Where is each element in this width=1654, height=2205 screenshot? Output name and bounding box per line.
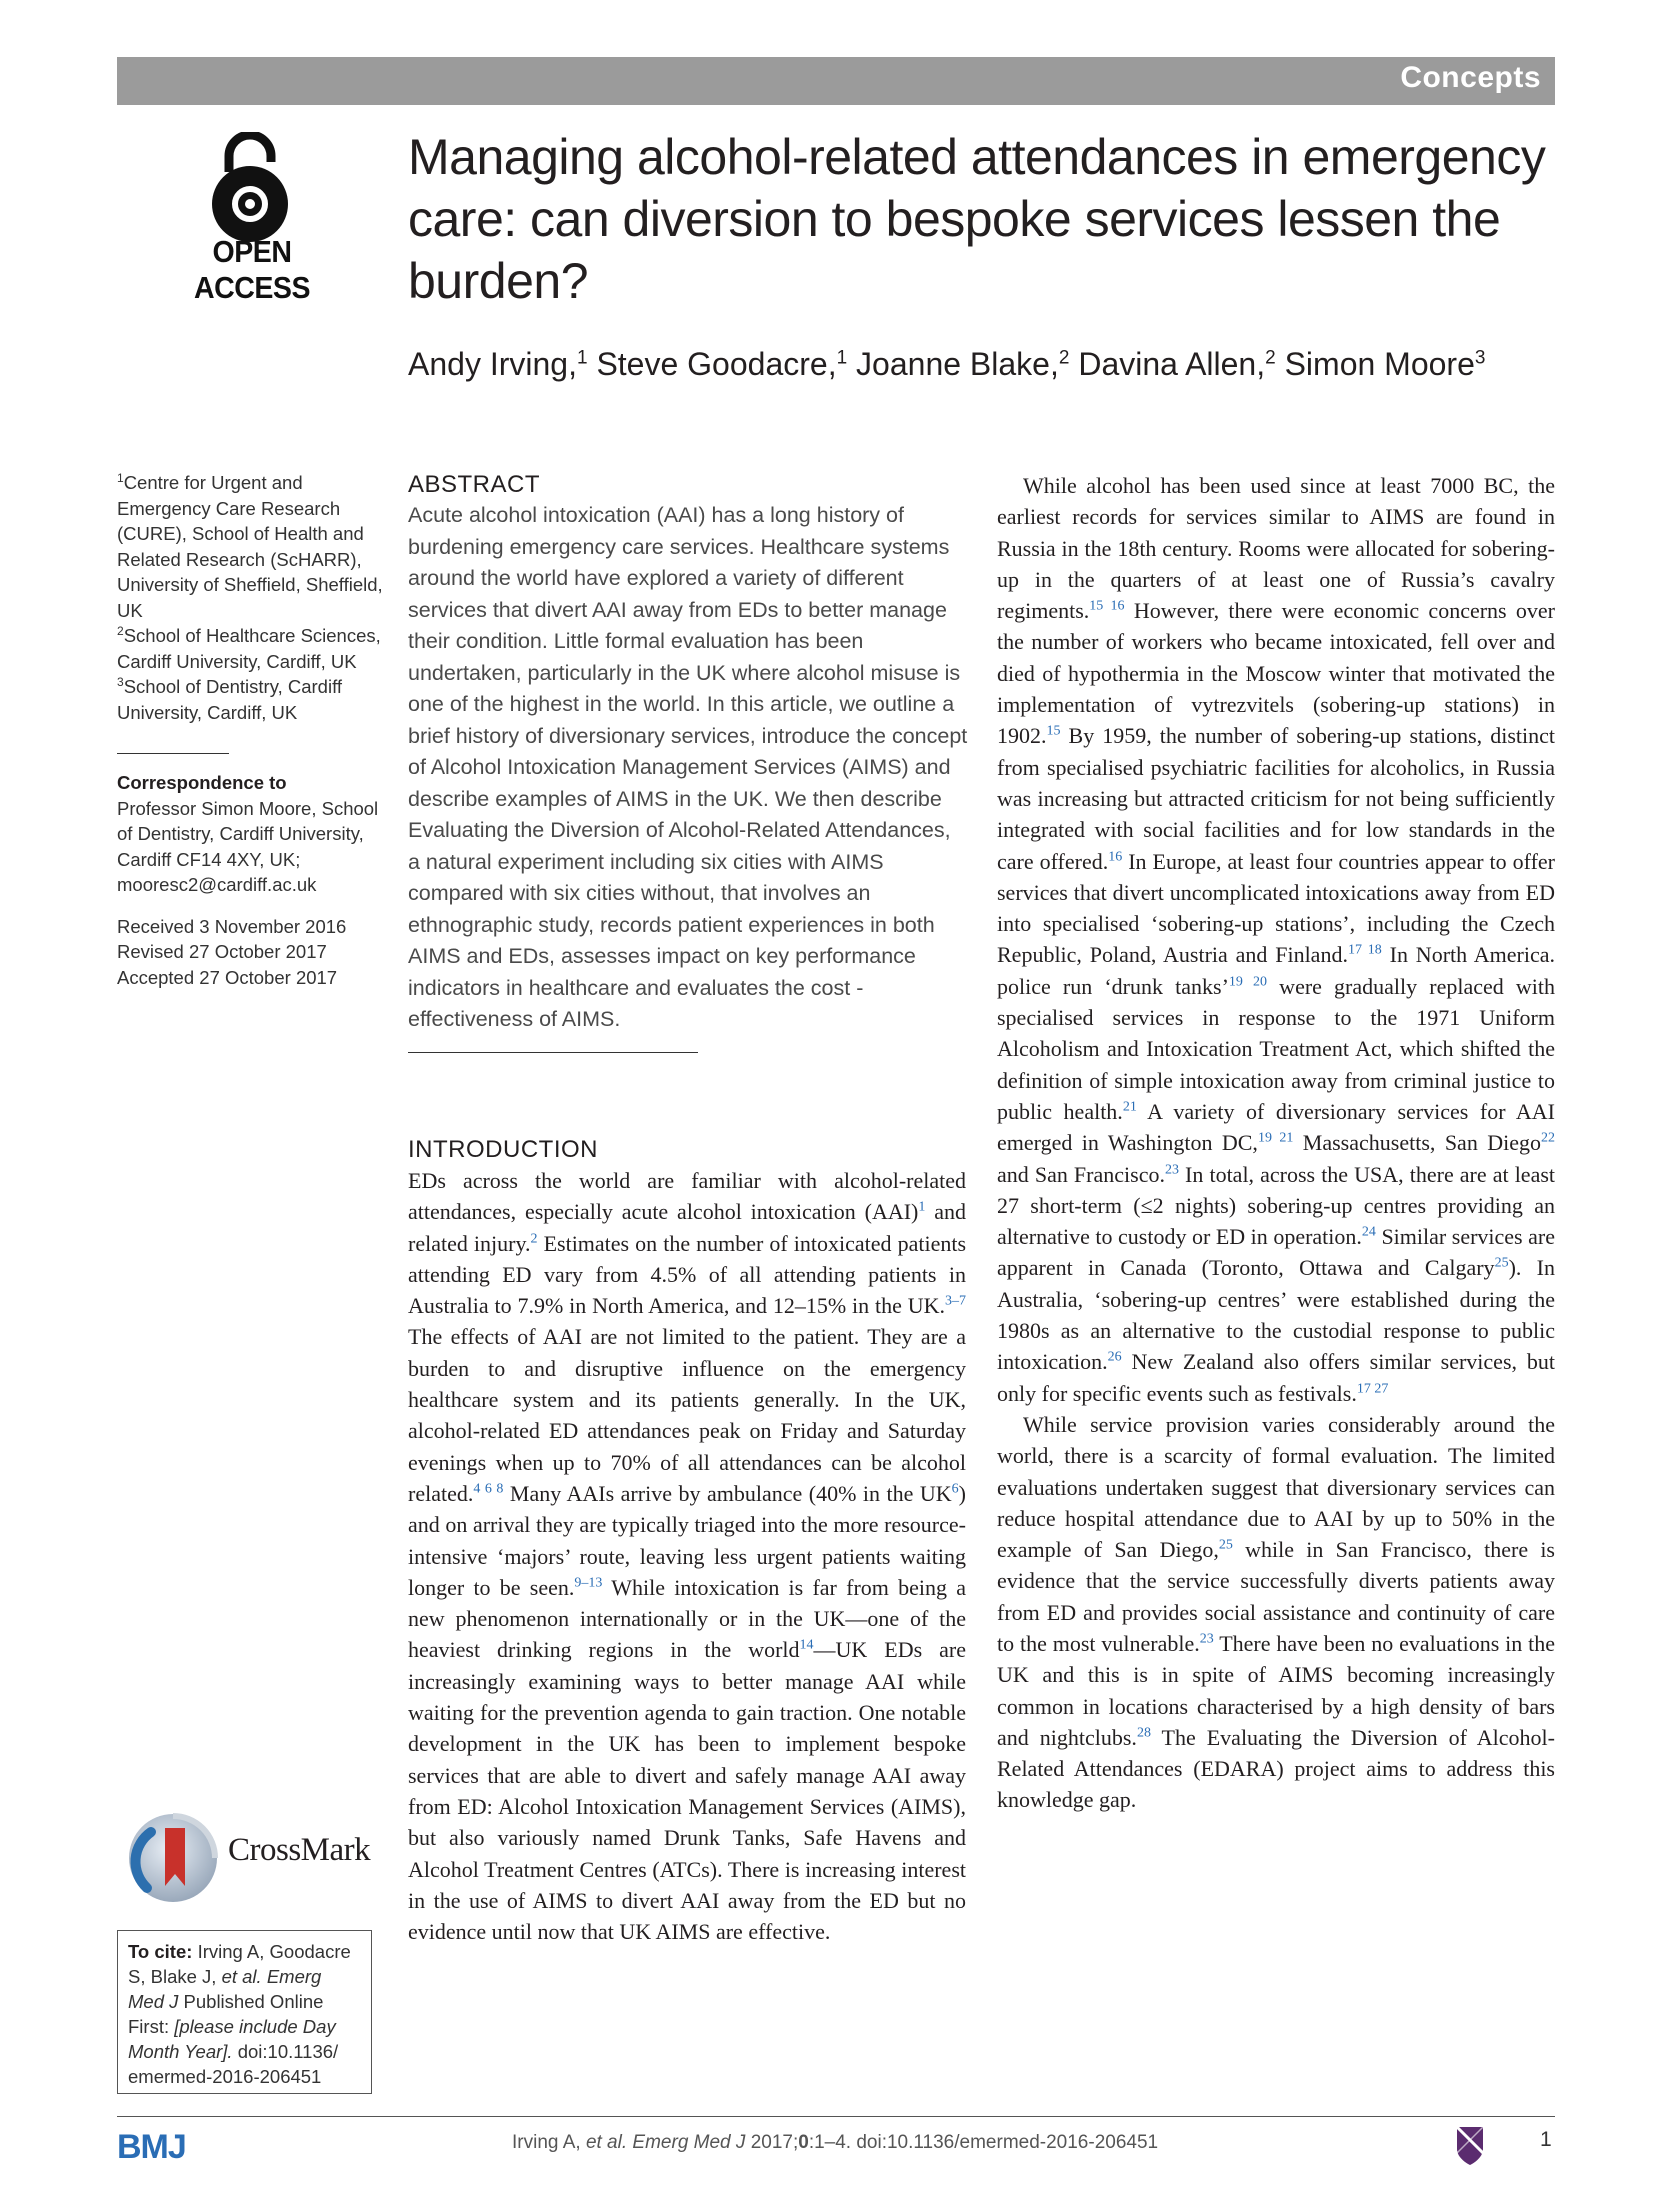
affiliation-text: School of Healthcare Sciences, Cardiff University, Cardiff, UK bbox=[117, 625, 381, 672]
cite-journal: Emerg Med J bbox=[128, 1966, 322, 2012]
citation-ref[interactable]: 19 21 bbox=[1257, 1130, 1294, 1146]
correspondence-text: Professor Simon Moore, School of Dentistry, Cardiff University, Cardiff CF14 4XY, UK; mooresc2@cardiff.ac.uk bbox=[117, 797, 379, 895]
author-name: Steve Goodacre, bbox=[587, 346, 837, 382]
affiliations bbox=[117, 470, 385, 725]
bmj-logo: BMJ bbox=[117, 2128, 186, 2166]
right-column bbox=[997, 470, 1555, 1816]
citation-ref[interactable]: 28 bbox=[1136, 1725, 1151, 1741]
footer-year: 2017; bbox=[750, 2132, 799, 2153]
citation-ref[interactable]: 9–13 bbox=[574, 1575, 603, 1591]
page-number: 1 bbox=[1540, 2128, 1552, 2151]
article-title: Managing alcohol-related attendances in emergency care: can diversion to bespoke services lessen the burden? bbox=[408, 129, 1546, 309]
citation-ref[interactable]: 15 16 bbox=[1089, 598, 1125, 614]
author-list bbox=[408, 346, 1548, 383]
affiliation-text: Centre for Urgent and Emergency Care Research (CURE), School of Health and Related Research (ScHARR), University of Sheffield, Sheffield, UK bbox=[117, 472, 383, 621]
affiliation-item bbox=[117, 674, 385, 725]
citation-ref[interactable]: 23 bbox=[1164, 1162, 1179, 1178]
author-affiliation-ref: 1 bbox=[576, 347, 588, 369]
evaluation-paragraph bbox=[997, 1409, 1555, 1816]
author-affiliation-ref: 3 bbox=[1474, 347, 1486, 369]
body-text-run: while in San Francisco, there is evidence that the service successfully diverts patients away from ED and provides social assistance and continuity of care to the most vulnerable. bbox=[997, 1537, 1555, 1656]
author-name: Davina Allen, bbox=[1069, 346, 1266, 382]
emj-shield-icon bbox=[1455, 2125, 1485, 2167]
body-text-run: While intoxication is far from being a new phenomenon internationally or in the UK—one of the heaviest drinking regions in the world bbox=[408, 1574, 966, 1663]
cite-label: To cite: bbox=[128, 1941, 193, 1962]
abstract-text: Acute alcohol intoxication (AAI) has a long history of burdening emergency care services. Healthcare systems around the world have explored a variety of different services that divert AAI away from EDs to better manage their condition. Little formal evaluation has been undertaken, particularly in the UK where alcohol misuse is one of the highest in the world. In this article, we outline a brief history of diversionary services, introduce the concept of Alcohol Intoxication Management Services (AIMS) and describe examples of AIMS in the UK. We then describe Evaluating the Diversion of Alcohol-Related Attendances, a natural experiment including six cities with AIMS compared with six cities without, that involves an ethnographic study, records patient experiences in both AIMS and EDs, assesses impact on key performance indicators in healthcare and evaluates the cost -effectiveness of AIMS. bbox=[408, 503, 968, 1031]
body-text-run: In total, across the USA, there are at least 27 short-term (≤2 nights) sobering-up centres providing an alternative to custody or ED in operation. bbox=[997, 1161, 1556, 1250]
footer-etal: et al. bbox=[585, 2132, 628, 2153]
received-date: Received 3 November 2016 bbox=[117, 915, 347, 937]
abstract-divider bbox=[408, 1052, 698, 1053]
author-name: Simon Moore bbox=[1275, 346, 1475, 382]
citation-ref[interactable]: 17 18 bbox=[1347, 943, 1382, 959]
history-paragraph bbox=[997, 470, 1555, 1409]
accepted-date: Accepted 27 October 2017 bbox=[117, 966, 338, 988]
abstract-heading: ABSTRACT bbox=[408, 471, 541, 498]
cite-authors: Irving A, Goodacre S, Blake J, bbox=[128, 1941, 351, 1987]
left-sidebar bbox=[117, 470, 385, 990]
footer-divider bbox=[117, 2116, 1555, 2117]
body-text-run: A variety of diversionary services for AAI emerged in Washington DC, bbox=[997, 1098, 1555, 1156]
body-text-run: Estimates on the number of intoxicated patients attending ED vary from 4.5% of all attending patients in Australia to 7.9% in North America, and 12–15% in the UK. bbox=[408, 1230, 967, 1319]
body-text-run: In North America. police run ‘drunk tanks’ bbox=[997, 942, 1555, 999]
citation-ref[interactable]: 26 bbox=[1107, 1349, 1122, 1365]
citation-ref[interactable]: 21 bbox=[1122, 1099, 1137, 1115]
open-access-label: OPEN ACCESS bbox=[193, 234, 311, 305]
author-name: Andy Irving, bbox=[408, 346, 577, 382]
body-text-run: Similar services are apparent in Canada (Toronto, Ottawa and Calgary bbox=[997, 1224, 1555, 1281]
affiliation-number: 1 bbox=[117, 470, 124, 485]
body-text-run: In Europe, at least four countries appear to offer services that divert uncomplicated intoxications away from ED into specialised ‘sobering-up stations’, including the Czech Republic, Poland, Austria and Finland. bbox=[997, 848, 1555, 968]
citation-ref[interactable]: 22 bbox=[1541, 1130, 1556, 1146]
cite-doi: doi:10.1136/ emermed-2016-206451 bbox=[128, 2041, 339, 2087]
body-text-run: —UK EDs are increasingly examining ways to better manage AAI while waiting for the prevention agenda to gain traction. One notable development in the UK has been to implement bespoke services that are able to divert and safely manage AAI away from ED: Alcohol Intoxication Management Services (AIMS), but also variously named Drunk Tanks, Safe Havens and Alcohol Treatment Centres (ATCs). There is increasing interest in the use of AIMS to divert AAI away from the ED but no evidence until now that UK AIMS are effective. bbox=[408, 1637, 966, 1945]
crossmark-label: CrossMark bbox=[228, 1832, 371, 1868]
article-dates bbox=[117, 914, 385, 991]
correspondence-heading: Correspondence to bbox=[117, 772, 287, 793]
open-access-lock-icon bbox=[205, 132, 295, 242]
footer-citation bbox=[512, 2132, 1252, 2154]
citation-ref[interactable]: 16 bbox=[1108, 849, 1123, 865]
body-text-run: However, there were economic concerns over the number of workers who became intoxicated, fell over and died of hypothermia in the Moscow winter that motivated the implementation of vytrezvitels (sobering-up stations) in 1902. bbox=[997, 598, 1555, 749]
citation-ref[interactable]: 3–7 bbox=[945, 1293, 966, 1309]
citation-ref[interactable]: 17 27 bbox=[1356, 1381, 1389, 1397]
body-text-run: The effects of AAI are not limited to the patient. They are a burden to and disruptive influence on the emergency healthcare system and its patients generally. In the UK, alcohol-related ED attendances peak on Friday and Saturday evenings when up to 70% of all attendances can be alcohol related. bbox=[408, 1324, 966, 1506]
affiliation-item bbox=[117, 470, 385, 623]
body-text-run: and related injury. bbox=[408, 1199, 966, 1256]
body-text-run: While service provision varies considerably around the world, there is a scarcity of formal evaluation. The limited evaluations undertaken suggest that diversionary services can reduce hospital attendance due to AAI by up to 50% in the example of San Diego, bbox=[997, 1411, 1555, 1563]
footer-pages: :1–4. doi:10.1136/emermed-2016-206451 bbox=[808, 2132, 1159, 2153]
author-affiliation-ref: 1 bbox=[836, 347, 848, 369]
revised-date: Revised 27 October 2017 bbox=[117, 941, 327, 962]
citation-ref[interactable]: 2 bbox=[530, 1231, 538, 1247]
body-text-run: By 1959, the number of sobering-up stations, distinct from specialised psychiatric facilities for alcoholics, in Russia was increasing but attracted criticism for not being sufficiently integrated with social facilities and for low standards in the care offered. bbox=[997, 723, 1555, 874]
body-text-run: Massachusetts, San Diego bbox=[1293, 1130, 1542, 1156]
author-name: Joanne Blake, bbox=[847, 346, 1059, 382]
author-affiliation-ref: 2 bbox=[1058, 347, 1070, 369]
sidebar-divider bbox=[117, 753, 229, 754]
author-affiliation-ref: 2 bbox=[1265, 347, 1276, 369]
citation-ref[interactable]: 25 bbox=[1218, 1537, 1233, 1553]
body-text-run: and San Francisco. bbox=[997, 1161, 1165, 1187]
affiliation-number: 3 bbox=[117, 674, 124, 689]
body-text-run: There have been no evaluations in the UK and this is in spite of AIMS becoming increasingly common in locations characterised by a high density of bars and nightclubs. bbox=[997, 1630, 1556, 1750]
body-text-run: Many AAIs arrive by ambulance (40% in the UK bbox=[503, 1480, 952, 1506]
body-text-run: ). In Australia, ‘sobering-up centres’ were established during the 1980s as an alternative to the custodial response to public intoxication. bbox=[997, 1255, 1555, 1375]
introduction-heading: INTRODUCTION bbox=[408, 1136, 598, 1163]
cite-etal: et al. bbox=[221, 1966, 262, 1987]
citation-ref[interactable]: 25 bbox=[1494, 1256, 1509, 1272]
abstract bbox=[408, 470, 968, 1036]
affiliation-item bbox=[117, 623, 385, 674]
affiliation-number: 2 bbox=[117, 623, 124, 638]
cite-published: Published Online First: bbox=[128, 1991, 324, 2037]
affiliation-text: School of Dentistry, Cardiff University, Cardiff, UK bbox=[117, 676, 343, 723]
section-band bbox=[117, 57, 1555, 105]
cite-placeholder: [please include Day Month Year]. bbox=[128, 2016, 336, 2062]
body-text-run: New Zealand also offers similar services, but only for specific events such as festivals. bbox=[997, 1349, 1555, 1406]
crossmark-badge[interactable] bbox=[125, 1810, 390, 1900]
footer-volume: 0 bbox=[798, 2132, 809, 2153]
footer-authors: Irving A, bbox=[512, 2132, 581, 2153]
body-text-run: ) and on arrival they are typically triaged into the more resource-intensive ‘majors’ route, leaving less urgent patients waiting longer to be seen. bbox=[408, 1480, 966, 1600]
citation-ref[interactable]: 1 bbox=[918, 1199, 926, 1215]
citation-ref[interactable]: 23 bbox=[1199, 1631, 1214, 1647]
body-text-run: EDs across the world are familiar with alcohol-related attendances, especially acute alcohol intoxication (AAI) bbox=[408, 1168, 966, 1225]
introduction-paragraph bbox=[408, 1165, 966, 1947]
body-text-run: The Evaluating the Diversion of Alcohol-Related Attendances (EDARA) project aims to address this knowledge gap. bbox=[997, 1724, 1555, 1813]
crossmark-icon bbox=[125, 1810, 221, 1906]
section-label: Concepts bbox=[1400, 61, 1541, 94]
citation-ref[interactable]: 24 bbox=[1361, 1224, 1376, 1240]
citation-ref[interactable]: 6 bbox=[951, 1481, 959, 1497]
citation-box bbox=[117, 1930, 372, 2094]
citation-ref[interactable]: 15 bbox=[1046, 724, 1061, 740]
introduction-section bbox=[408, 1135, 966, 1947]
body-text-run: were gradually replaced with specialised services in response to the 1971 Uniform Alcoholism and Intoxication Treatment Act, which shifted the definition of simple intoxication away from criminal justice to public health. bbox=[997, 973, 1556, 1124]
citation-ref[interactable]: 4 6 8 bbox=[473, 1481, 504, 1497]
citation-ref[interactable]: 19 20 bbox=[1228, 974, 1268, 990]
citation-ref[interactable]: 14 bbox=[799, 1638, 814, 1654]
footer-journal: Emerg Med J bbox=[632, 2132, 746, 2153]
body-text-run: While alcohol has been used since at least 7000 BC, the earliest records for services similar to AIMS are found in Russia in the 18th century. Rooms were allocated for sobering-up in the quarters of at least one of Russia’s cavalry regiments. bbox=[997, 473, 1555, 624]
